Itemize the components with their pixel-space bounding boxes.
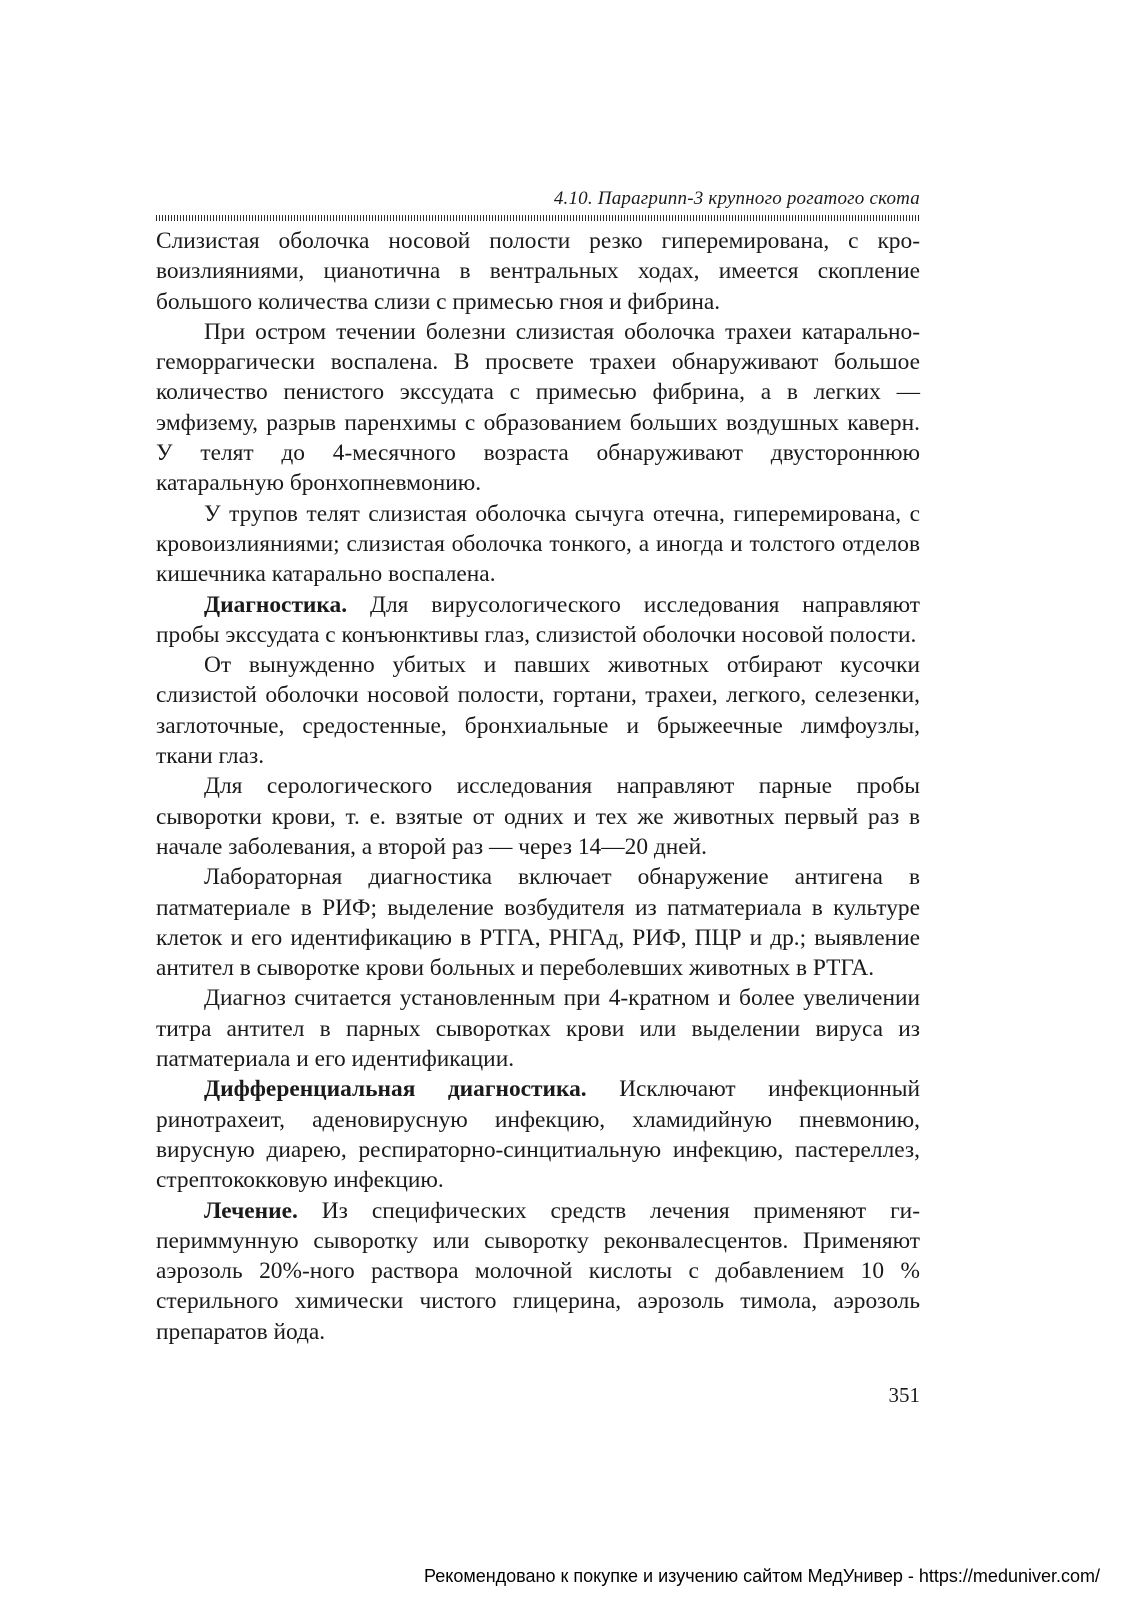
paragraph-text: Для серологического исследования направляют парные пробы сыворотки крови, т. е. взятые от одних и тех же животных первый раз в начале заболевания, а второй раз — через 14—20 дней. bbox=[156, 773, 920, 860]
paragraph-text: Для вирусологического исследования направляют пробы экссудата с конъюнктивы глаз, слизистой оболочки носовой полости. bbox=[156, 591, 920, 648]
paragraph-differential-diagnostics bbox=[156, 1074, 920, 1195]
paragraph-text: Исключают инфекционный ринотрахеит, аденовирусную инфекцию, хламидийную пневмонию, вирусную диарею, респираторно-синцитиальную инфекцию, пастереллез, стрептококковую инфекцию. bbox=[156, 1076, 921, 1194]
section-heading-treatment: Лечение. bbox=[204, 1197, 298, 1224]
paragraph bbox=[156, 650, 920, 771]
paragraph-text: Лабораторная диагностика включает обнаружение антигена в патматериале в РИФ; выделение возбудителя из патматериала в культуре клеток и его идентификацию в РТГА, РНГАд, РИФ, ПЦР и др.; выявление антител в сыворотке крови больных и переболевших животных в РТГА. bbox=[156, 864, 920, 982]
paragraph-treatment bbox=[156, 1196, 920, 1347]
section-heading-differential: Дифференциальная диагностика. bbox=[204, 1076, 587, 1103]
paragraph-text: Из специфических средств лечения применяют гипериммунную сыворотку или сыворотку реконвалесцентов. Применяют аэрозоль 20%-ного раствора молочной кислоты с добавлением 10 % стерильного химически чистого глицерина, аэрозоль тимола, аэрозоль препаратов йода. bbox=[156, 1197, 920, 1345]
page-number: 351 bbox=[888, 1383, 920, 1407]
section-heading-diagnostics: Диагностика. bbox=[204, 591, 348, 618]
paragraph-text: У трупов телят слизистая оболочка сычуга отечна, гиперемирована, с кровоизлияниями; слизистая оболочка тонкого, а иногда и толстого отделов кишечника катарально воспалена. bbox=[156, 500, 920, 588]
header-rule bbox=[156, 215, 920, 221]
paragraph bbox=[156, 226, 920, 317]
paragraph bbox=[156, 499, 920, 590]
running-head: 4.10. Парагрипп-3 крупного рогатого скота bbox=[553, 188, 920, 209]
paragraph bbox=[156, 862, 920, 983]
footer-recommendation[interactable]: Рекомендовано к покупке и изучению сайтом МедУнивер - https://meduniver.com/ bbox=[424, 1566, 1100, 1586]
paragraph-text: Диагноз считается установленным при 4-кратном и более увеличении титра антител в парных сыворотках крови или выделении вируса из патматериала и его идентификации. bbox=[156, 985, 920, 1073]
paragraph-text: При остром течении болезни слизистая оболочка трахеи катарально-геморрагически воспалена. В просвете трахеи обнаруживают большое количество пенистого экссудата с примесью фибрина, а в легких — эмфизему, разрыв паренхимы с образованием больших воздушных каверн. У телят до 4-месячного возраста обнаруживают двустороннюю катаральную бронхопневмонию. bbox=[156, 318, 920, 497]
paragraph-text: От вынужденно убитых и павших животных отбирают кусочки слизистой оболочки носовой полости, гортани, трахеи, легкого, селезенки, заглоточные, средостенные, бронхиальные и брыжеечные лимфоузлы, ткани глаз. bbox=[156, 652, 920, 770]
paragraph bbox=[156, 983, 920, 1074]
paragraph-text: Слизистая оболочка носовой полости резко гиперемирована, с кровоизлияниями, цианотична в вентральных ходах, имеется скопление большого количества слизи с примесью гноя и фибрина. bbox=[156, 228, 920, 315]
paragraph bbox=[156, 771, 920, 862]
paragraph-diagnostics bbox=[156, 590, 920, 651]
body-text bbox=[156, 226, 920, 1347]
paragraph bbox=[156, 317, 920, 499]
